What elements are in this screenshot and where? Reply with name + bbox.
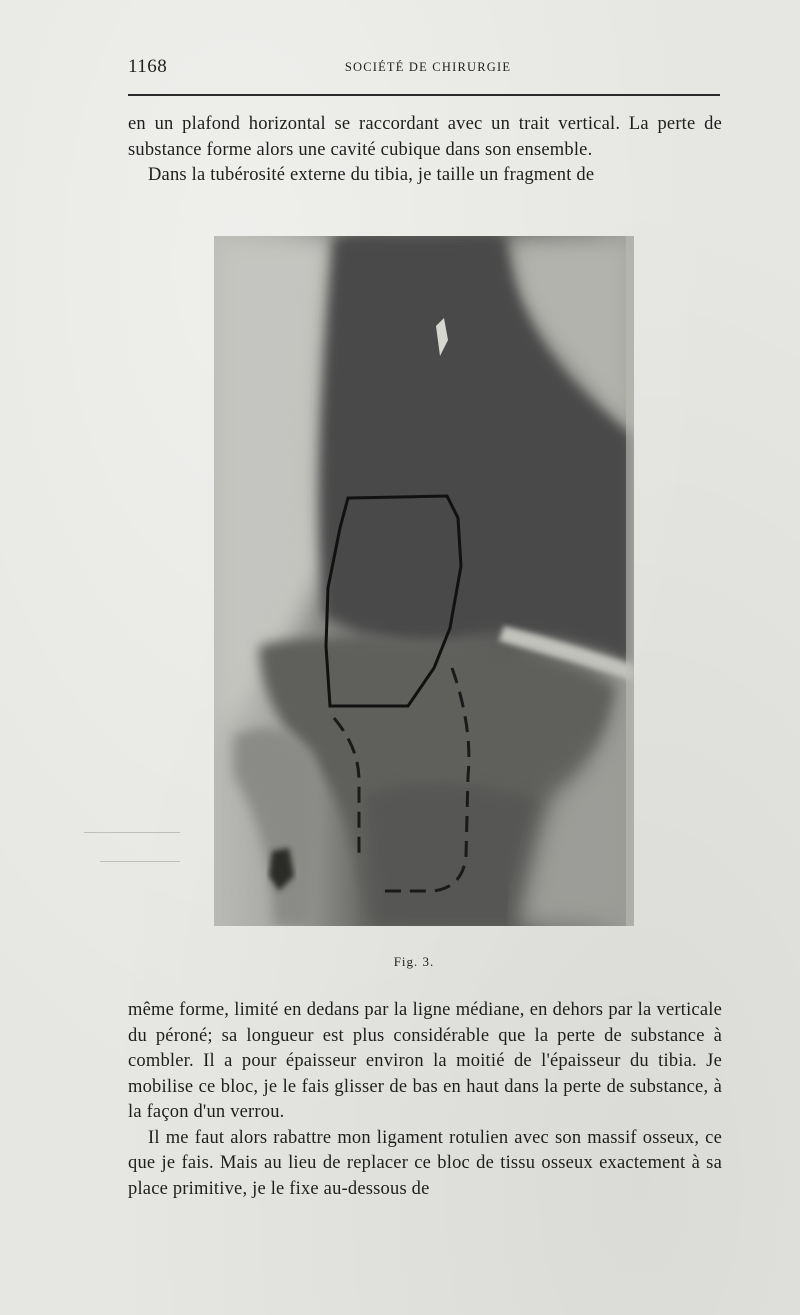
running-head: SOCIÉTÉ DE CHIRURGIE: [344, 60, 512, 74]
page-number: 1168: [128, 56, 168, 77]
paragraph: même forme, limité en dedans par la ligne médiane, en dehors par la verticale du péroné; sa longueur est plus considérable que la perte de substance à combler. Il a pour épaisseur environ la moitié de l'épaisseur du tibia. Je mobilise ce bloc, je le fais glisser de bas en haut dans la perte de substance, à la façon d'un verrou.: [128, 1000, 722, 1122]
page-header: [128, 56, 720, 82]
paragraph: en un plafond horizontal se raccordant avec un trait vertical. La perte de substance forme alors une cavité cubique dans son ensemble.: [128, 114, 722, 160]
body-text-top: [128, 112, 722, 189]
paragraph: Il me faut alors rabattre mon ligament rotulien avec son massif osseux, ce que je fais. Mais au lieu de replacer ce bloc de tissu osseux exactement à sa place primitive, je le fixe au-dessous de: [128, 1127, 722, 1199]
figure-caption: Fig. 3.: [393, 954, 435, 969]
margin-mark: [84, 832, 180, 833]
xray-image: [214, 236, 634, 926]
header-rule: [128, 94, 720, 96]
margin-mark: [100, 861, 180, 862]
paragraph: Dans la tubérosité externe du tibia, je taille un fragment de: [148, 165, 595, 185]
body-text-bottom: [128, 998, 722, 1202]
xray-figure: [214, 236, 634, 926]
